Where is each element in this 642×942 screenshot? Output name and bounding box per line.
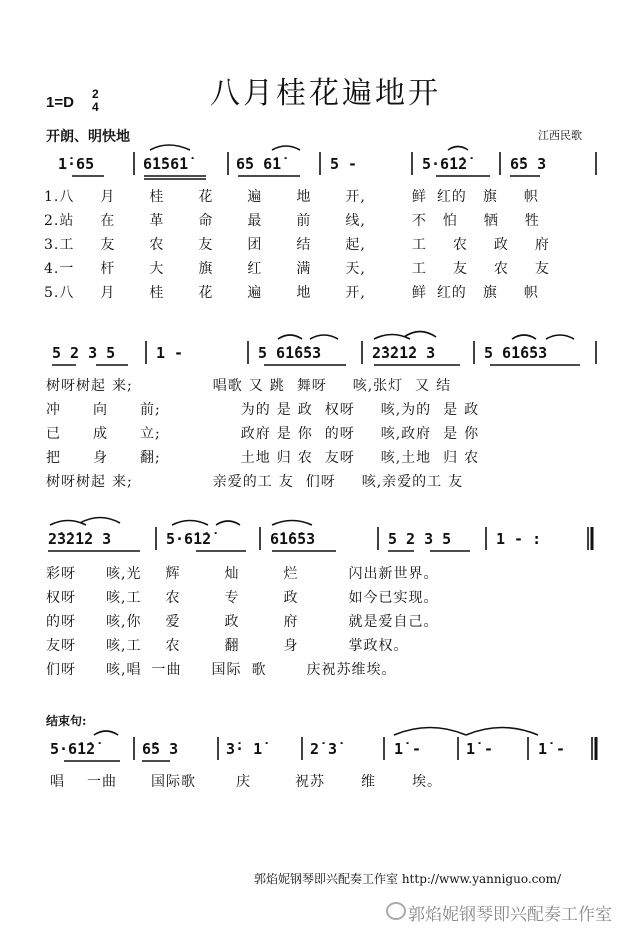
slur (512, 335, 536, 339)
measure: 5·6̇1̇2̇ (422, 155, 468, 173)
lyric: 国际 (211, 662, 242, 678)
lyric: 闪出新世界。 (348, 566, 439, 582)
lyric: 庆 (236, 774, 251, 790)
measure: 2̇3̇2̇1̇2 3 (48, 530, 112, 548)
lyric: 农 (464, 450, 480, 466)
measure: 6̇1̇6̇53 (270, 530, 316, 548)
lyric: 唱 (50, 774, 65, 790)
lyric: 彩呀 (46, 566, 76, 582)
lyric: 旗 (198, 261, 214, 277)
lyric: 政 (297, 402, 313, 418)
lyric: 开, (345, 189, 366, 205)
lyric: 权呀 (324, 402, 355, 418)
lyric: 咳, (380, 450, 402, 466)
lyric: 树呀 (46, 378, 76, 394)
measure: 6̇1̇56̇1̇ (143, 155, 189, 173)
lyric: 是 (276, 402, 292, 418)
measure: 5 6̇1̇6̇53 (258, 344, 322, 362)
lyric: 专 (224, 590, 240, 606)
lyric: 你 (464, 426, 480, 442)
slur (80, 518, 120, 524)
lyric: 来; (112, 474, 133, 490)
lyric: 政府 (240, 426, 271, 442)
lyric: 冲 (46, 402, 61, 418)
lyric: 遍 (247, 189, 263, 205)
lyric: 起 (91, 378, 106, 394)
lyric: 咳, (380, 402, 402, 418)
lyric: 月 (100, 285, 116, 301)
lyric: 红的 (436, 285, 467, 301)
measure: 5·6̇1̇2̇ (50, 740, 96, 758)
lyric: 命 (198, 213, 214, 229)
lyric: 友 (534, 261, 550, 277)
lyric: 是 (443, 426, 459, 442)
measure: 1 - : (496, 530, 542, 548)
lyric: 归 (443, 450, 459, 466)
lyric: 唱歌 (212, 378, 243, 394)
measure: 2̇ 3̇ (310, 740, 338, 758)
lyric: 革 (149, 213, 165, 229)
lyric: 国际歌 (151, 774, 196, 790)
song-origin: 江西民歌 (538, 129, 582, 142)
lyric: 又 (415, 378, 431, 394)
song-title: 八月桂花遍地开 (210, 76, 441, 111)
lyric: 农 (149, 237, 165, 253)
lyric: 为的 (401, 402, 432, 418)
lyric: 祝苏 (295, 774, 325, 790)
slur (172, 521, 208, 526)
time-sig-top: 2 (92, 87, 99, 101)
lyric: 咳, (106, 614, 127, 630)
lyric: 掌政权。 (348, 638, 409, 654)
lyric: 友 (448, 474, 464, 490)
lyric: 灿 (224, 566, 240, 582)
lyric: 天, (345, 261, 366, 277)
lyric: 归 (276, 450, 292, 466)
lyric: 农 (297, 450, 313, 466)
lyric: 政 (464, 402, 480, 418)
slur (94, 731, 118, 735)
lyric: 结 (296, 237, 312, 253)
lyric: 友 (198, 237, 214, 253)
lyric: 工 (411, 237, 427, 253)
lyric: 政 (283, 590, 299, 606)
measure: 6̇5 3 (142, 740, 179, 758)
slur (310, 335, 338, 339)
lyric: 树 (76, 378, 91, 394)
lyric: 红的 (436, 189, 467, 205)
lyric: 是 (276, 426, 292, 442)
lyric: 最 (247, 213, 263, 229)
measure: 1 - (156, 344, 184, 362)
lyric: 就是爱自己。 (348, 614, 439, 630)
lyric: 又 (248, 378, 264, 394)
lyric: 团 (247, 237, 263, 253)
lyric: 结 (436, 378, 452, 394)
lyric: 前; (140, 402, 161, 418)
lyric: 维 (361, 774, 376, 790)
lyric: 是 (443, 402, 459, 418)
lyric: 光 (126, 566, 142, 582)
measure: 1̇ - (394, 740, 422, 758)
lyric: 友 (278, 474, 294, 490)
lyric: 帜 (523, 285, 539, 301)
slur (272, 521, 312, 526)
lyric: 一曲 (151, 662, 182, 678)
lyric: 线, (345, 213, 366, 229)
slur (404, 332, 436, 338)
lyric: 咳, (106, 662, 127, 678)
lyric: 唱 (126, 662, 142, 678)
measure: 5 - (330, 155, 358, 173)
lyric: 立; (140, 426, 161, 442)
measure: 6̇5 6̇1̇ (236, 155, 282, 173)
measure: 1̇ - (466, 740, 494, 758)
slur (150, 145, 190, 150)
lyric: 土地 (240, 450, 271, 466)
lyric: 已 (46, 426, 61, 442)
lyric: 旗 (482, 285, 498, 301)
lyric: 友呀 (324, 450, 355, 466)
lyric: 桂 (149, 189, 165, 205)
lyric: 亲爱的工 (382, 474, 443, 490)
lyric: 烂 (283, 566, 299, 582)
lyric: 为的 (240, 402, 271, 418)
lyric: 一曲 (87, 774, 117, 790)
lyric: 工 (126, 590, 142, 606)
lyric: 政府 (401, 426, 432, 442)
lyric: 大 (149, 261, 165, 277)
measure: 5·6̇1̇2̇ (166, 530, 212, 548)
lyric: 4.一 (44, 261, 75, 277)
footer-credit: 郭焰妮钢琴即兴配奏工作室 http://www.yanniguo.com/ (254, 872, 562, 886)
lyric: 友 (100, 237, 116, 253)
lyric: 牺 (483, 213, 499, 229)
lyric: 桂 (149, 285, 165, 301)
lyric: 来; (112, 378, 133, 394)
lyric: 花 (198, 285, 214, 301)
lyric: 埃。 (412, 774, 442, 790)
measure: 2̇3̇2̇1̇2 3 (372, 344, 436, 362)
lyric: 农 (165, 590, 181, 606)
lyric: 的呀 (46, 614, 76, 630)
lyric: 3.工 (44, 237, 75, 253)
lyric: 舞呀 (296, 378, 327, 394)
lyric: 你 (126, 614, 142, 630)
lyric: 树 (76, 474, 91, 490)
lyric: 工 (126, 638, 142, 654)
lyric: 身 (93, 450, 108, 466)
lyric: 跳 (269, 378, 285, 394)
lyric: 鲜 (411, 285, 427, 301)
lyric: 辉 (165, 566, 181, 582)
lyric: 2.站 (44, 213, 75, 229)
lyric: 翻 (224, 638, 240, 654)
lyric: 满 (296, 261, 312, 277)
lyric: 身 (283, 638, 299, 654)
lyric: 咳, (380, 426, 402, 442)
lyric: 农 (452, 237, 468, 253)
measure: 3̇· 1̇ (226, 740, 263, 758)
lyric: 爱 (165, 614, 181, 630)
lyric: 鲜 (411, 189, 427, 205)
lyric: 的呀 (324, 426, 355, 442)
lyric: 咳, (361, 474, 383, 490)
lyric: 歌 (251, 662, 267, 678)
lyric: 起, (345, 237, 366, 253)
lyric: 府 (283, 614, 299, 630)
slur (448, 147, 468, 151)
lyric: 你 (297, 426, 313, 442)
slur (546, 335, 574, 339)
lyric: 政 (224, 614, 240, 630)
lyric: 地 (296, 285, 312, 301)
measure: 5 2 3 5 (52, 344, 116, 362)
lyric: 咳, (106, 638, 127, 654)
lyric: 庆祝苏维埃。 (306, 662, 397, 678)
lyric: 红 (247, 261, 263, 277)
lyric: 起 (91, 474, 106, 490)
slur (466, 728, 538, 736)
lyric: 地 (296, 189, 312, 205)
measure: 5 2 3 5 (388, 530, 452, 548)
lyric: 1.八 (44, 189, 75, 205)
lyric: 府 (534, 237, 550, 253)
lyric: 张灯 (373, 378, 404, 394)
slur (216, 521, 240, 525)
lyric: 月 (100, 189, 116, 205)
measure: 1̇ - (538, 740, 566, 758)
measure: 5 6̇1̇6̇53 (484, 344, 548, 362)
lyric: 遍 (247, 285, 263, 301)
slur (272, 146, 300, 150)
slur (278, 335, 302, 339)
lyric: 们呀 (46, 662, 76, 678)
lyric: 帜 (523, 189, 539, 205)
lyric: 不 (411, 213, 427, 229)
watermark-text: 郭焰妮钢琴即兴配奏工作室 (408, 905, 612, 925)
lyric: 前 (296, 213, 312, 229)
lyric: 农 (165, 638, 181, 654)
lyric: 农 (493, 261, 509, 277)
lyric: 工 (411, 261, 427, 277)
lyric: 开, (345, 285, 366, 301)
slur (394, 728, 466, 736)
lyric: 在 (100, 213, 116, 229)
lyric: 杆 (100, 261, 116, 277)
lyric: 友呀 (46, 638, 76, 654)
lyric: 咳, (352, 378, 374, 394)
lyric: 花 (198, 189, 214, 205)
lyric: 土地 (401, 450, 432, 466)
lyric: 成 (93, 426, 108, 442)
lyric: 翻; (140, 450, 161, 466)
wechat-icon (386, 902, 406, 920)
measure: 1̇·65 (58, 155, 95, 173)
time-sig-bottom: 4 (92, 100, 99, 114)
lyric: 5.八 (44, 285, 75, 301)
lyric: 树呀 (46, 474, 76, 490)
lyric: 牲 (524, 213, 540, 229)
lyric: 把 (46, 450, 61, 466)
lyric: 向 (93, 402, 108, 418)
lyric: 友 (452, 261, 468, 277)
lyric: 们呀 (305, 474, 336, 490)
ending-label: 结束句: (46, 714, 87, 728)
lyric: 旗 (482, 189, 498, 205)
key-signature: 1=D (46, 94, 74, 111)
lyric: 怕 (442, 213, 458, 229)
lyric: 权呀 (46, 590, 76, 606)
lyric: 咳, (106, 566, 127, 582)
tempo-marking: 开朗、明快地 (46, 129, 130, 145)
lyric: 亲爱的工 (212, 474, 273, 490)
lyric: 政 (493, 237, 509, 253)
lyric: 如今已实现。 (348, 590, 439, 606)
measure: 6̇5 3 (510, 155, 547, 173)
lyric: 咳, (106, 590, 127, 606)
